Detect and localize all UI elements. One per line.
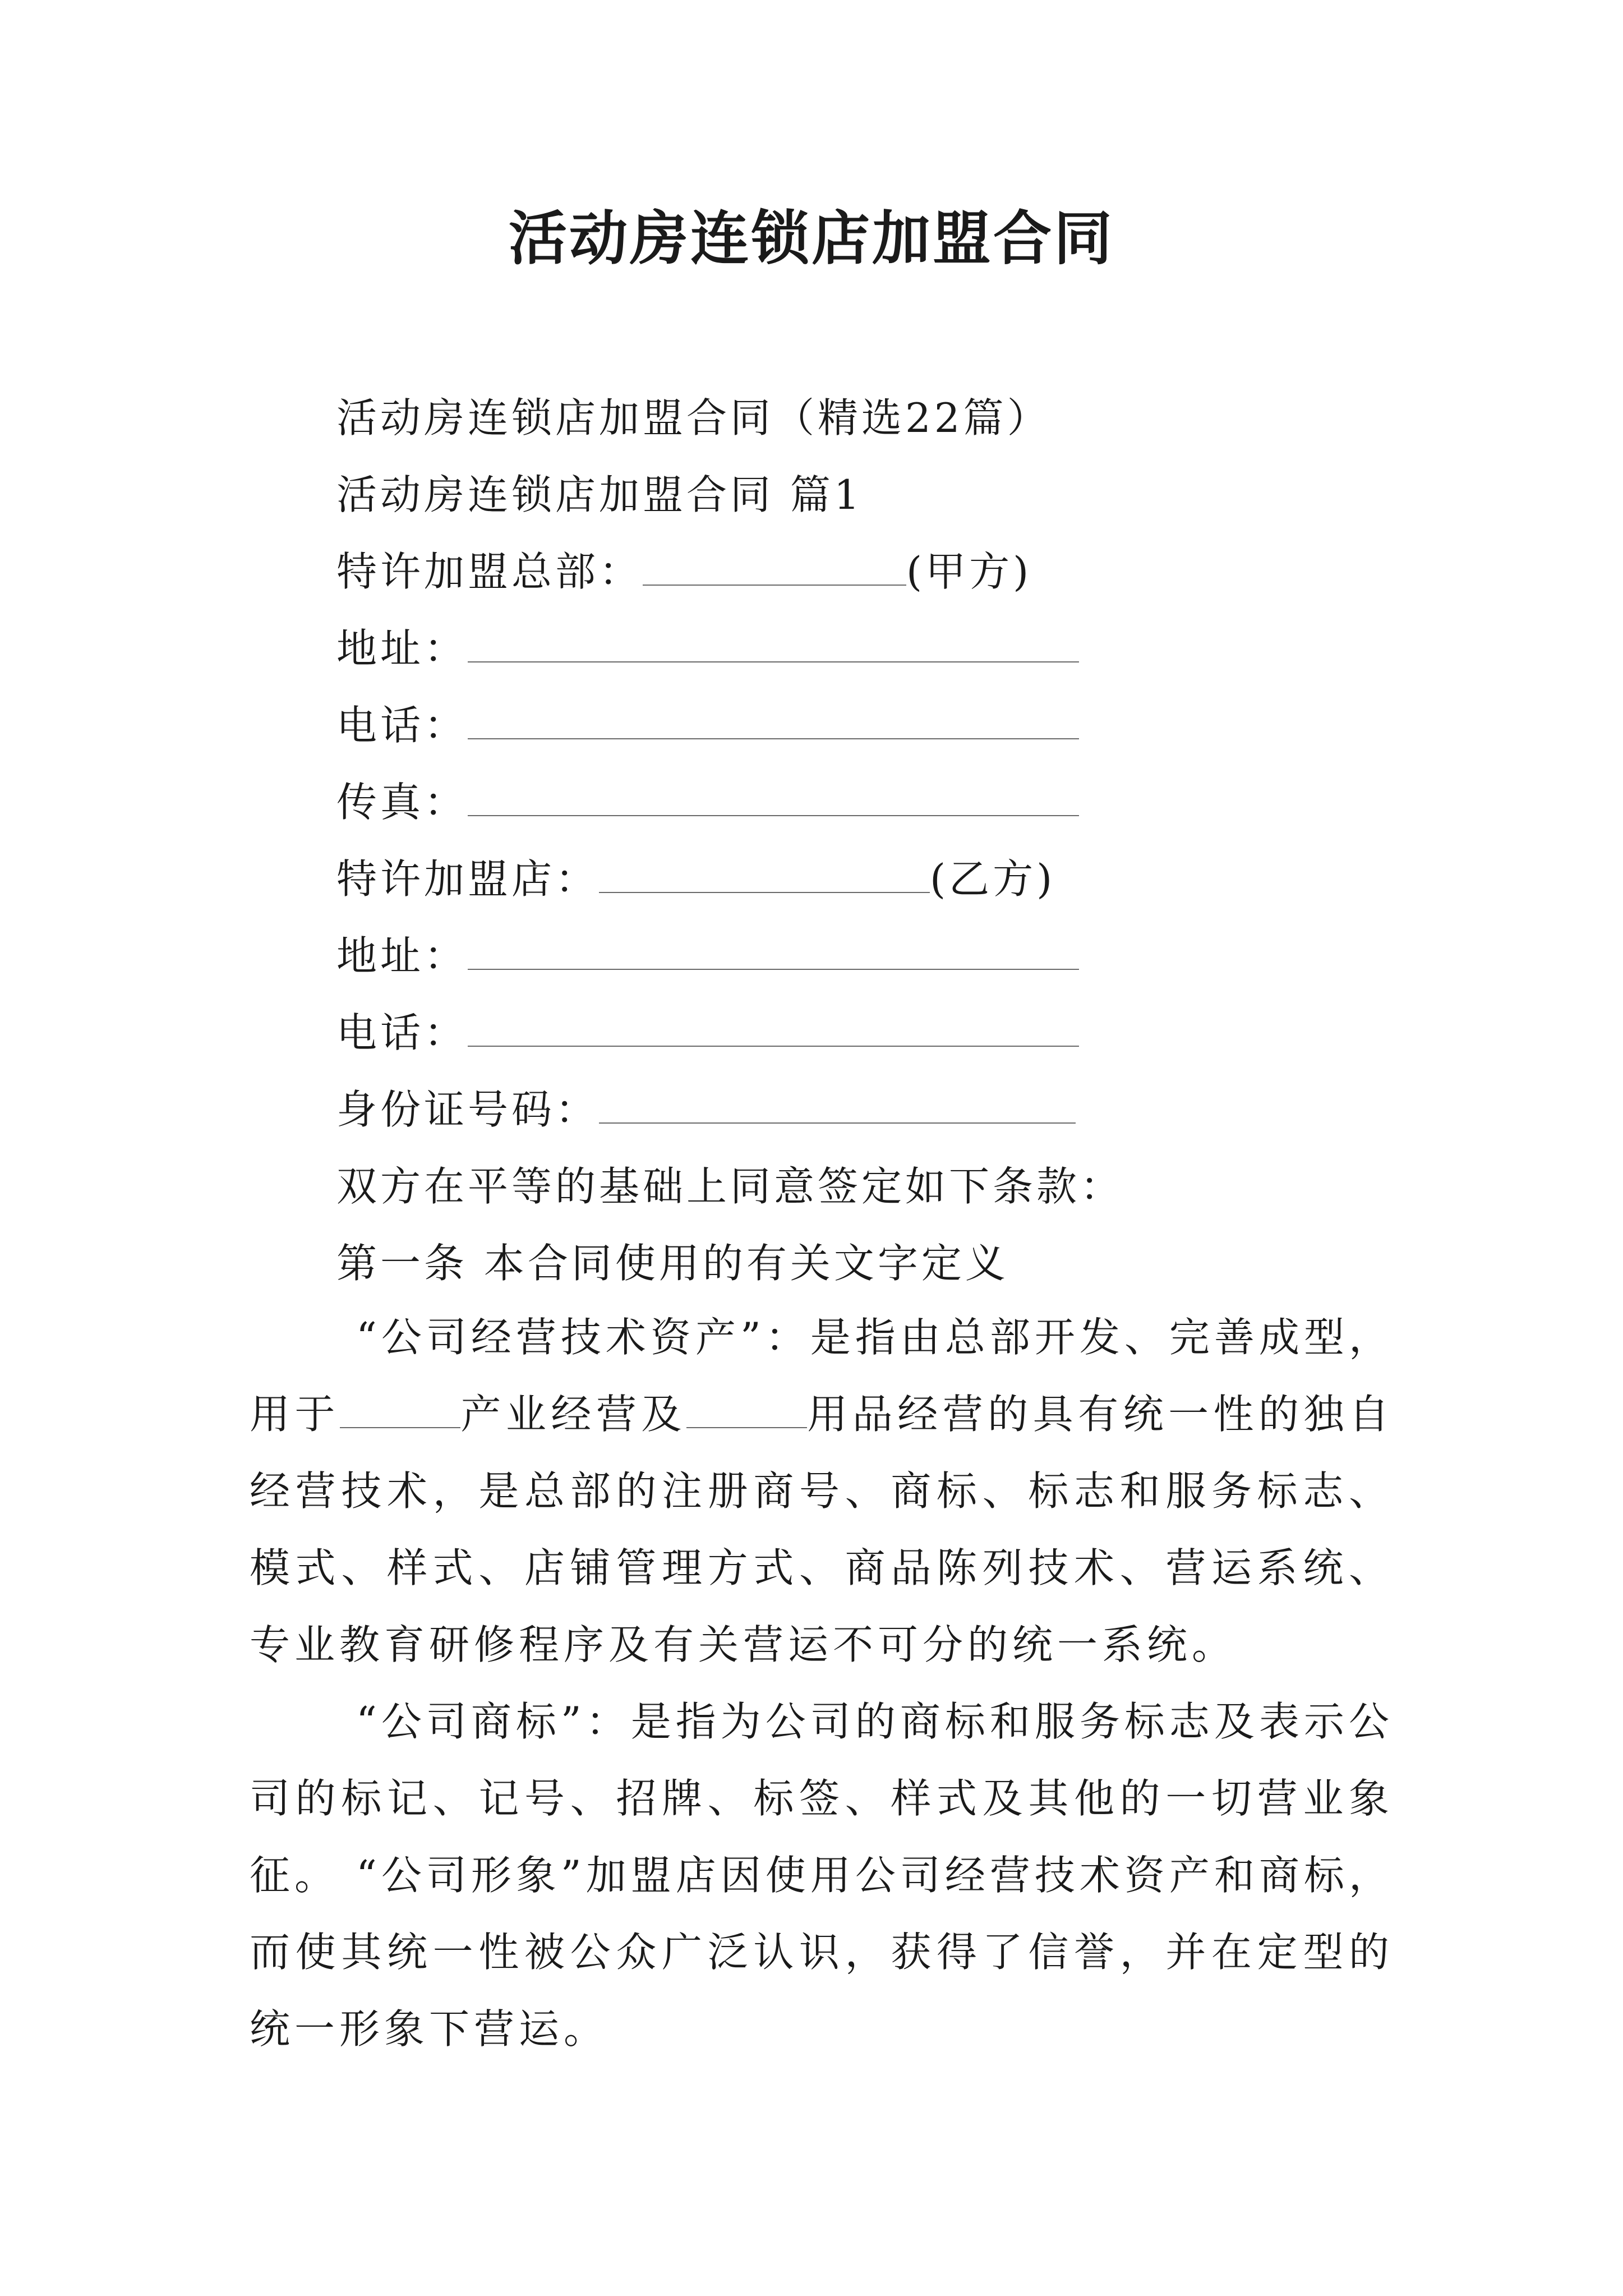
party-a-suffix: (甲方) — [906, 548, 1032, 595]
party-a-fax-blank — [468, 775, 1079, 816]
party-b-blank — [599, 852, 930, 893]
p1-text-2: 产业经营及 — [460, 1391, 686, 1438]
definition-paragraph-2: “公司商标”：是指为公司的商标和服务标志及表示公司的标记、记号、招牌、标签、样式及其他的一切营业象征。 — [250, 1698, 1394, 1899]
party-b-phone-row — [336, 1005, 1079, 1061]
party-b-label: 特许加盟店： — [336, 855, 600, 903]
p1-text-1: “公司经营技术资产”：是指由总部开发、完善成型，用于 — [250, 1314, 1394, 1438]
party-b-suffix: (乙方) — [930, 855, 1056, 903]
party-a-address-blank — [468, 621, 1079, 662]
party-a-phone-blank — [468, 698, 1079, 739]
definition-paragraph-3: “公司形象”加盟店因使用公司经营技术资产和商标，而使其统一性被公众广泛认识，获得了信誉，并在定型的统一形象下营运。 — [250, 1852, 1394, 2053]
party-a-fax-label: 传真： — [336, 779, 468, 826]
document-subtitle: 活动房连锁店加盟合同（精选22篇） — [336, 394, 1051, 441]
p1-blank-1 — [340, 1390, 460, 1428]
party-b-id-row — [336, 1082, 1076, 1138]
party-a-phone-row — [336, 697, 1079, 753]
party-a-fax-row — [336, 774, 1079, 830]
party-b-phone-blank — [468, 1005, 1079, 1047]
party-a-row — [336, 544, 1032, 600]
party-a-label: 特许加盟总部： — [336, 548, 643, 595]
party-b-row — [336, 851, 1055, 907]
article-1-heading: 第一条 本合同使用的有关文字定义 — [336, 1240, 1009, 1287]
party-b-address-label: 地址： — [336, 932, 468, 979]
party-b-address-row — [336, 928, 1079, 984]
agreement-intro: 双方在平等的基础上同意签定如下条款： — [336, 1163, 1124, 1210]
section-heading: 活动房连锁店加盟合同 篇1 — [336, 471, 863, 518]
p1-text-3: 用品经营的具有统一性的独自经营技术，是总部的注册商号、商标、标志和服务标志、模式、样式、店铺管理方式、商品陈列技术、营运系统、专业教育研修程序及有关营运不可分的统一系统。 — [250, 1391, 1394, 1668]
definition-paragraph-1 — [250, 1299, 1394, 1683]
party-a-phone-label: 电话： — [336, 702, 468, 749]
party-a-address-row — [336, 620, 1079, 677]
document-title: 活动房连锁店加盟合同 — [508, 204, 1114, 273]
party-b-address-blank — [468, 928, 1079, 970]
p1-blank-2 — [686, 1390, 807, 1428]
party-b-phone-label: 电话： — [336, 1009, 468, 1056]
party-a-address-label: 地址： — [336, 625, 468, 672]
party-a-blank — [643, 544, 906, 586]
party-b-id-blank — [599, 1082, 1076, 1124]
party-b-id-label: 身份证号码： — [336, 1086, 600, 1133]
